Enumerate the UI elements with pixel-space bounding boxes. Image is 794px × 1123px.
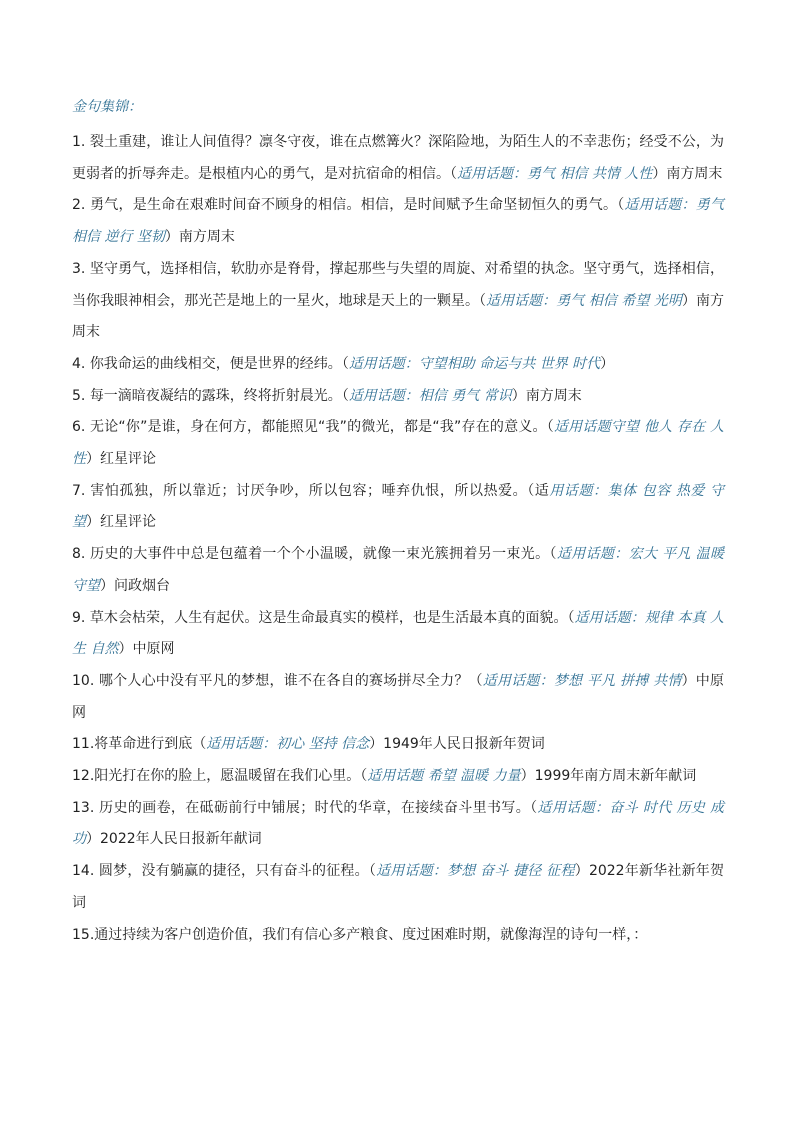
quote-number: 12.: [72, 768, 95, 785]
topic-tags: 适用话题：初心 坚持 信念: [206, 736, 370, 753]
quote-text: 历史的大事件中总是包蕴着一个个小温暖，就像一束光簇拥着另一束光。: [90, 546, 550, 563]
topic-open-paren: （: [192, 736, 207, 753]
quote-item: [72, 666, 724, 729]
topic-close-paren: ）: [681, 672, 696, 689]
topic-tags: 适用话题：勇气 相信 逆行 坚韧: [72, 197, 725, 246]
quote-item: [72, 127, 724, 190]
quote-text: 勇气，是生命在艰难时间奋不顾身的相信。相信，是时间赋予生命坚韧恒久的勇气。: [90, 197, 618, 214]
topic-close-paren: ）: [681, 292, 696, 309]
quote-text: 将革命进行到底: [94, 736, 193, 753]
topic-tags: 适用话题守望 他人 存在 人性: [72, 419, 724, 468]
topic-open-paren: （: [567, 609, 575, 626]
topic-close-paren: ）: [86, 451, 100, 468]
quote-number: 8.: [72, 546, 91, 563]
quote-item: [72, 254, 724, 349]
quote-number: 4.: [72, 355, 90, 372]
topic-open-paren: （: [549, 546, 557, 563]
quote-source: 南方周末: [525, 387, 582, 404]
quote-item: [72, 476, 724, 539]
section-heading: 金句集锦：: [72, 99, 142, 115]
quote-text: 坚守勇气，选择相信，软肋亦是脊骨，撑起那些与失望的周旋、对希望的执念。坚守勇气，选择相信，当你我眼神相会，那光芒是地上的一星火，地球是天上的一颗星。: [72, 260, 724, 309]
quote-number: 10.: [72, 672, 99, 689]
quote-text: 裂土重建，谁让人间值得？凛冬守夜，谁在点燃篝火？深陷险地，为陌生人的不幸悲伤；经受不公，为更弱者的折辱奔走。是根植内心的勇气，是对抗宿命的相信。: [72, 134, 724, 182]
quote-source: 红星评论: [100, 451, 156, 468]
topic-close-paren: ）: [369, 736, 384, 753]
quote-source: 问政烟台: [114, 577, 170, 594]
quote-item: [72, 349, 724, 381]
quote-text: 通过持续为客户创造价值，我们有信心多产粮食、度过困难时期，就像海涅的诗句一样，：: [94, 926, 648, 943]
quote-item: [72, 412, 724, 475]
topic-open-paren: （: [368, 863, 377, 880]
quote-item: [72, 381, 724, 413]
topic-open-paren: （: [341, 387, 349, 404]
quote-number: 3.: [72, 260, 90, 277]
topic-tags: 适用话题：梦想 奋斗 捷径 征程: [376, 863, 575, 880]
quote-source: 南方周末: [72, 292, 725, 341]
quote-item: [72, 856, 724, 919]
document-page: [72, 96, 724, 951]
topic-open-paren: （: [341, 355, 349, 372]
topic-close-paren: ）: [86, 831, 100, 848]
topic-tags: 用话题：集体 包容 热爱 守望: [72, 482, 724, 531]
topic-tags: 适用话题：梦想 平凡 拼搏 共情: [482, 672, 682, 689]
quote-source: 1999年南方周末新年献词: [534, 768, 697, 785]
topic-tags: 适用话题：奋斗 时代 历史 成功: [72, 799, 725, 848]
quote-number: 2.: [72, 197, 91, 214]
quote-item: [72, 603, 724, 666]
quote-source: 1949年人民日报新年贺词: [383, 736, 545, 753]
topic-tags: 适用话题：规律 本真 人生 自然: [72, 609, 725, 658]
quote-number: 15.: [72, 926, 95, 943]
topic-open-paren: （: [546, 419, 554, 436]
quote-text: 害怕孤独，所以靠近；讨厌争吵，所以包容；唾弃仇恨，所以热爱。: [90, 482, 528, 499]
quote-item: [72, 539, 724, 602]
topic-tags: 适用话题：守望相助 命运与共 世界 时代: [348, 355, 601, 372]
quote-number: 6.: [72, 419, 91, 436]
quote-item: [72, 920, 724, 952]
topic-open-paren: （: [468, 672, 483, 689]
topic-open-paren: （: [450, 165, 457, 182]
quote-item: [72, 729, 724, 761]
quote-source: 红星评论: [100, 514, 156, 531]
quote-list: [72, 127, 724, 951]
quote-text: 历史的画卷，在砥砺前行中铺展；时代的华章，在接续奋斗里书写。: [99, 799, 531, 816]
quote-source: 2022年新华社新年贺词: [72, 863, 725, 911]
quote-text: 阳光打在你的脸上，愿温暖留在我们心里。: [94, 768, 361, 785]
topic-close-paren: ）: [118, 641, 133, 658]
quote-item: [72, 793, 724, 856]
topic-tags: 适用话题：勇气 相信 共情 人性: [457, 165, 653, 182]
topic-close-paren: ）: [652, 165, 667, 182]
topic-close-paren: ）: [600, 355, 615, 372]
quote-item: [72, 761, 724, 793]
topic-open-paren: （适: [527, 482, 550, 499]
quote-item: [72, 190, 724, 253]
quote-number: 7.: [72, 482, 91, 499]
quote-text: 每一滴暗夜凝结的露珠，终将折射晨光。: [89, 387, 342, 404]
quote-number: 13.: [72, 799, 100, 816]
topic-close-paren: ）: [511, 387, 526, 404]
topic-close-paren: ）: [520, 768, 535, 785]
topic-close-paren: ）: [100, 577, 114, 594]
quote-number: 5.: [72, 387, 90, 404]
quote-source: 南方周末: [178, 229, 235, 246]
quote-source: 南方周末: [666, 165, 723, 182]
topic-open-paren: （: [617, 197, 625, 214]
quote-source: 2022年人民日报新年献词: [100, 831, 262, 848]
quote-text: 无论“你”是谁，身在何方，都能照见“我”的微光，都是“我”存在的意义。: [90, 419, 547, 436]
quote-number: 14.: [72, 863, 99, 880]
quote-text: 草木会枯荣，人生有起伏。这是生命最真实的模样，也是生活最本真的面貌。: [89, 609, 568, 626]
topic-tags: 适用话题：相信 勇气 常识: [348, 387, 512, 404]
topic-tags: 适用话题：勇气 相信 希望 光明: [486, 292, 682, 309]
quote-number: 9.: [72, 609, 90, 626]
topic-open-paren: （: [530, 799, 538, 816]
quote-source: 中原网: [72, 672, 725, 721]
topic-open-paren: （: [360, 768, 368, 785]
quote-source: 中原网: [132, 641, 175, 658]
topic-tags: 适用话题：宏大 平凡 温暖 守望: [72, 546, 725, 594]
topic-close-paren: ）: [86, 514, 100, 531]
topic-open-paren: （: [479, 292, 487, 309]
topic-close-paren: ）: [574, 863, 589, 880]
quote-text: 圆梦，没有躺赢的捷径，只有奋斗的征程。: [98, 863, 369, 880]
quote-number: 1.: [72, 134, 90, 150]
quote-text: 你我命运的曲线相交，便是世界的经纬。: [89, 355, 342, 372]
topic-close-paren: ）: [164, 229, 179, 246]
topic-tags: 适用话题 希望 温暖 力量: [367, 768, 521, 785]
quote-number: 11.: [72, 736, 95, 753]
quote-text: 哪个人心中没有平凡的梦想，谁不在各自的赛场拼尽全力？: [98, 672, 469, 689]
